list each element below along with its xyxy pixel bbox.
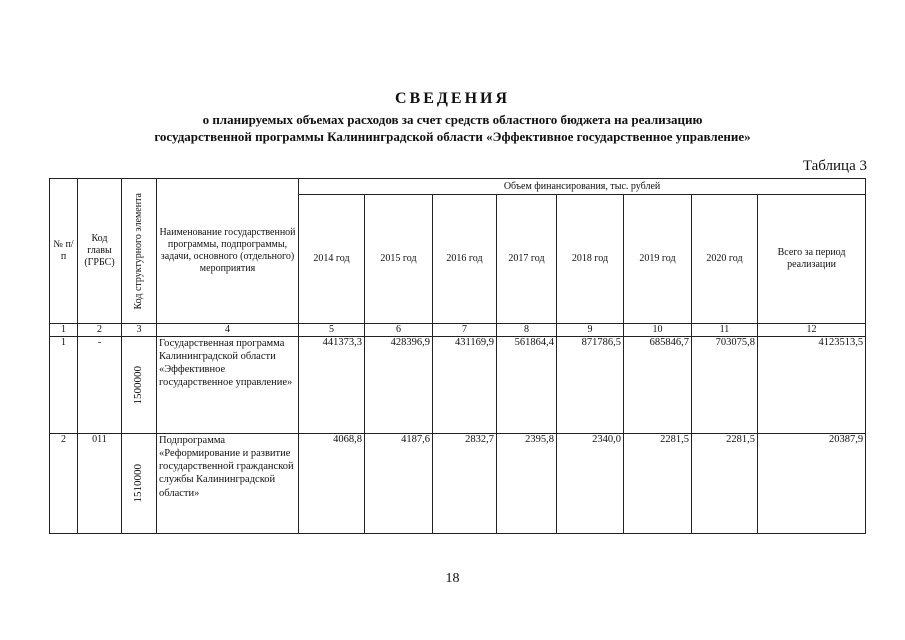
row-value-2014: 4068,8 <box>299 434 365 534</box>
column-number: 9 <box>557 324 624 337</box>
table-row <box>50 434 866 534</box>
column-number: 6 <box>365 324 433 337</box>
row-code: 1510000 <box>132 464 145 503</box>
row-value-2018: 2340,0 <box>557 434 624 534</box>
header-year-2016: 2016 год <box>433 195 497 324</box>
table-row <box>50 337 866 434</box>
row-grbs: 011 <box>78 434 122 534</box>
row-value-2020: 703075,8 <box>692 337 758 434</box>
page-number: 18 <box>445 571 460 586</box>
row-value-2015: 4187,6 <box>365 434 433 534</box>
table-label: Таблица 3 <box>802 158 867 174</box>
row-num: 1 <box>50 337 78 434</box>
header-code-cell <box>122 179 157 324</box>
row-value-2019: 685846,7 <box>624 337 692 434</box>
row-value-2015: 428396,9 <box>365 337 433 434</box>
row-value-2016: 431169,9 <box>433 337 497 434</box>
row-value-2017: 2395,8 <box>497 434 557 534</box>
row-code: 1500000 <box>132 365 145 405</box>
header-year-2014: 2014 год <box>299 195 365 324</box>
row-value-2020: 2281,5 <box>692 434 758 534</box>
header-num: № п/п <box>50 179 78 324</box>
column-number: 5 <box>299 324 365 337</box>
row-value-2017: 561864,4 <box>497 337 557 434</box>
document-title: СВЕДЕНИЯ <box>394 90 511 107</box>
header-year-2019: 2019 год <box>624 195 692 324</box>
row-total: 20387,9 <box>758 434 866 534</box>
row-name: Государственная программа Калининградской области «Эффективное государственное управление» <box>157 337 299 434</box>
header-year-2015: 2015 год <box>365 195 433 324</box>
row-grbs: - <box>78 337 122 434</box>
header-grbs: Код главы (ГРБС) <box>78 179 122 324</box>
document-subtitle-line2: государственной программы Калининградской области «Эффективное государственное управление» <box>154 129 751 144</box>
column-number: 1 <box>50 324 78 337</box>
column-number: 7 <box>433 324 497 337</box>
header-year-2017: 2017 год <box>497 195 557 324</box>
row-value-2016: 2832,7 <box>433 434 497 534</box>
header-funding-group: Объем финансирования, тыс. рублей <box>299 179 866 195</box>
row-value-2018: 871786,5 <box>557 337 624 434</box>
row-code-cell <box>122 434 157 534</box>
column-number: 8 <box>497 324 557 337</box>
row-total: 4123513,5 <box>758 337 866 434</box>
row-value-2014: 441373,3 <box>299 337 365 434</box>
row-name: Подпрограмма «Реформирование и развитие государственной гражданской службы Калининградской области» <box>157 434 299 534</box>
column-number: 10 <box>624 324 692 337</box>
column-number: 11 <box>692 324 758 337</box>
header-year-2018: 2018 год <box>557 195 624 324</box>
column-number: 12 <box>758 324 866 337</box>
column-number-row <box>50 324 866 337</box>
header-name: Наименование государственной программы, подпрограммы, задачи, основного (отдельного) мероприятия <box>157 179 299 324</box>
row-code-cell <box>122 337 157 434</box>
header-total: Всего за период реализации <box>758 195 866 324</box>
column-number: 2 <box>78 324 122 337</box>
document-subtitle-line1: о планируемых объемах расходов за счет средств областного бюджета на реализацию <box>202 112 703 127</box>
funding-table <box>49 178 866 534</box>
header-code: Код структурного элемента <box>132 192 144 310</box>
row-num: 2 <box>50 434 78 534</box>
row-value-2019: 2281,5 <box>624 434 692 534</box>
header-year-2020: 2020 год <box>692 195 758 324</box>
column-number: 3 <box>122 324 157 337</box>
column-number: 4 <box>157 324 299 337</box>
